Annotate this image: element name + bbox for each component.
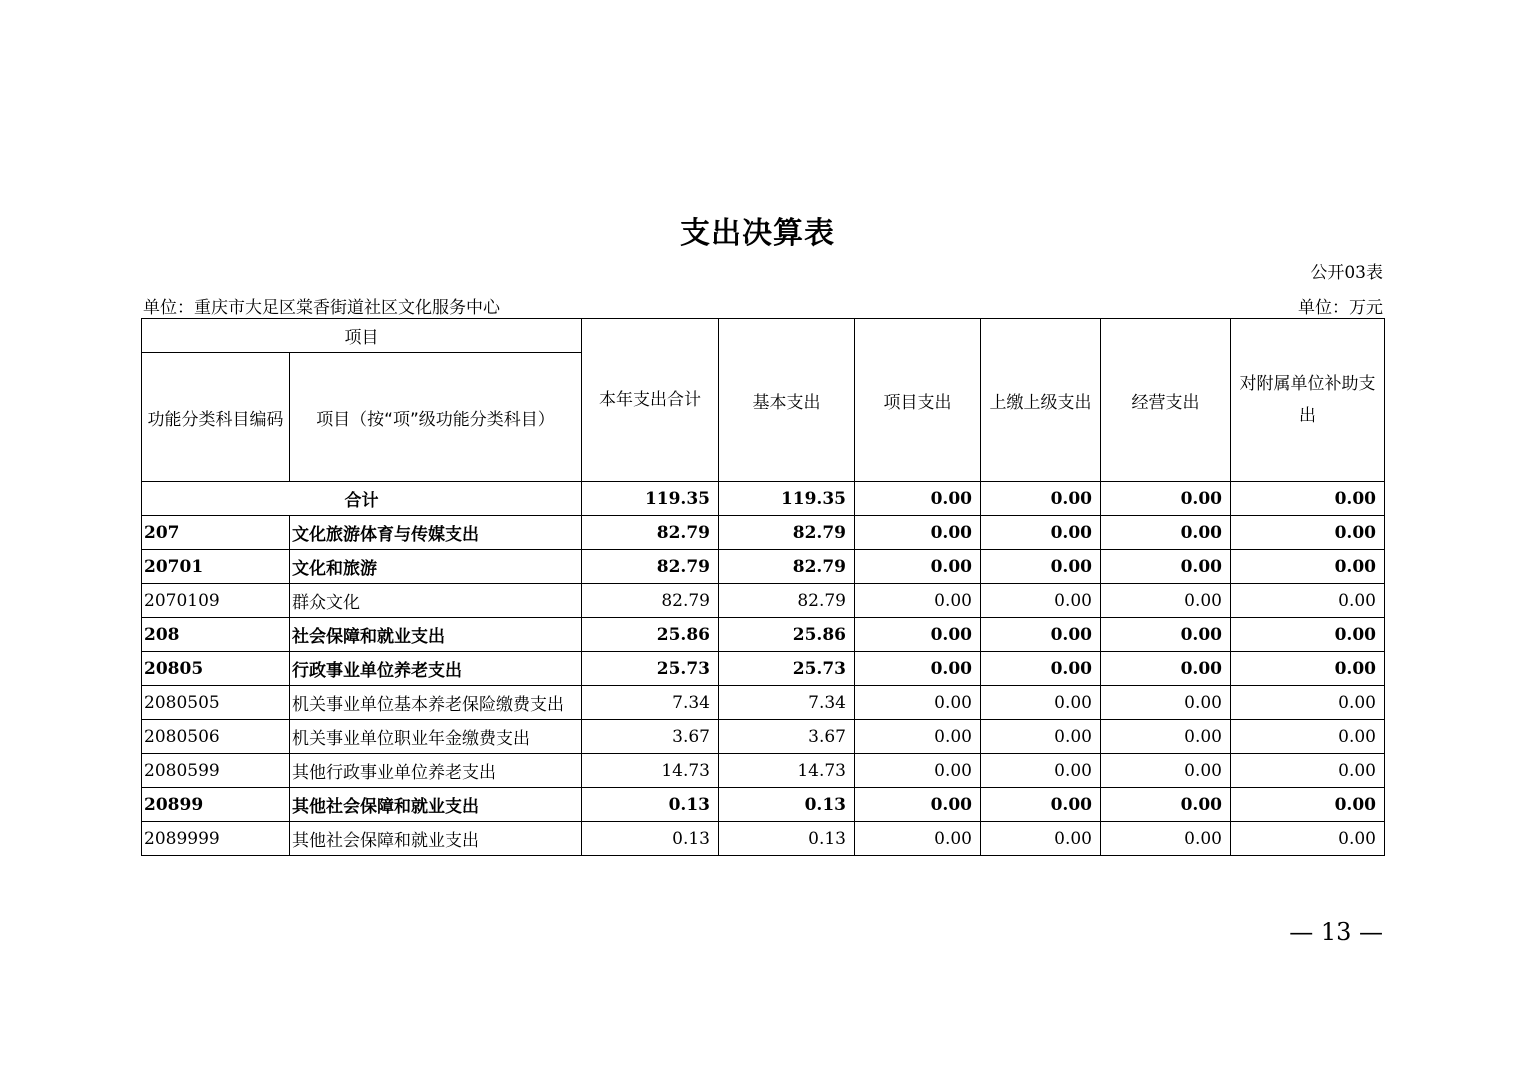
header-code: 功能分类科目编码 (142, 353, 290, 482)
name-cell: 机关事业单位职业年金缴费支出 (290, 720, 582, 754)
operating-cell: 0.00 (1101, 584, 1231, 618)
subsidy-cell: 0.00 (1231, 550, 1385, 584)
total-cell: 14.73 (582, 754, 719, 788)
code-cell: 2080505 (142, 686, 290, 720)
unit-currency: 单位：万元 (1298, 298, 1383, 318)
upper-cell: 0.00 (981, 584, 1101, 618)
header-name: 项目（按“项”级功能分类科目） (290, 353, 582, 482)
table-row (142, 822, 1385, 856)
total-cell: 25.73 (582, 652, 719, 686)
upper-cell: 0.00 (981, 618, 1101, 652)
upper-cell: 0.00 (981, 686, 1101, 720)
upper-cell: 0.00 (981, 822, 1101, 856)
total-cell: 82.79 (582, 584, 719, 618)
name-cell: 群众文化 (290, 584, 582, 618)
operating-cell: 0.00 (1101, 550, 1231, 584)
basic-cell: 25.86 (719, 618, 855, 652)
basic-cell: 0.13 (719, 822, 855, 856)
total-cell: 119.35 (582, 482, 719, 516)
name-cell: 机关事业单位基本养老保险缴费支出 (290, 686, 582, 720)
project-cell: 0.00 (855, 652, 981, 686)
subsidy-cell: 0.00 (1231, 686, 1385, 720)
header-operating: 经营支出 (1101, 319, 1231, 482)
expenditure-table (141, 318, 1385, 856)
total-cell: 0.13 (582, 822, 719, 856)
operating-cell: 0.00 (1101, 516, 1231, 550)
upper-cell: 0.00 (981, 550, 1101, 584)
table-row (142, 618, 1385, 652)
upper-cell: 0.00 (981, 754, 1101, 788)
table-row (142, 516, 1385, 550)
subsidy-cell: 0.00 (1231, 584, 1385, 618)
table-row (142, 720, 1385, 754)
subsidy-cell: 0.00 (1231, 720, 1385, 754)
operating-cell: 0.00 (1101, 720, 1231, 754)
name-cell: 其他社会保障和就业支出 (290, 822, 582, 856)
code-cell: 20701 (142, 550, 290, 584)
name-cell: 其他行政事业单位养老支出 (290, 754, 582, 788)
table-row-total (142, 482, 1385, 516)
header-total: 本年支出合计 (582, 319, 719, 482)
header-project: 项目支出 (855, 319, 981, 482)
table-row (142, 788, 1385, 822)
code-cell: 2070109 (142, 584, 290, 618)
table-row (142, 754, 1385, 788)
project-cell: 0.00 (855, 686, 981, 720)
code-cell: 2089999 (142, 822, 290, 856)
table-row (142, 686, 1385, 720)
code-cell: 2080599 (142, 754, 290, 788)
project-cell: 0.00 (855, 516, 981, 550)
subsidy-cell: 0.00 (1231, 788, 1385, 822)
basic-cell: 82.79 (719, 584, 855, 618)
subsidy-cell: 0.00 (1231, 754, 1385, 788)
header-subsidy: 对附属单位补助支出 (1231, 319, 1385, 482)
subsidy-cell: 0.00 (1231, 482, 1385, 516)
header-upper: 上缴上级支出 (981, 319, 1101, 482)
basic-cell: 7.34 (719, 686, 855, 720)
operating-cell: 0.00 (1101, 754, 1231, 788)
basic-cell: 0.13 (719, 788, 855, 822)
total-cell: 82.79 (582, 516, 719, 550)
basic-cell: 82.79 (719, 516, 855, 550)
total-label: 合计 (142, 482, 582, 516)
subsidy-cell: 0.00 (1231, 822, 1385, 856)
total-cell: 82.79 (582, 550, 719, 584)
code-cell: 20805 (142, 652, 290, 686)
project-cell: 0.00 (855, 720, 981, 754)
page-title: 支出决算表 (680, 216, 835, 251)
subsidy-cell: 0.00 (1231, 652, 1385, 686)
basic-cell: 25.73 (719, 652, 855, 686)
code-cell: 208 (142, 618, 290, 652)
table-row (142, 652, 1385, 686)
name-cell: 其他社会保障和就业支出 (290, 788, 582, 822)
code-cell: 20899 (142, 788, 290, 822)
name-cell: 行政事业单位养老支出 (290, 652, 582, 686)
project-cell: 0.00 (855, 754, 981, 788)
table-row (142, 584, 1385, 618)
project-cell: 0.00 (855, 550, 981, 584)
total-cell: 7.34 (582, 686, 719, 720)
name-cell: 文化和旅游 (290, 550, 582, 584)
project-cell: 0.00 (855, 618, 981, 652)
unit-organization: 单位：重庆市大足区棠香街道社区文化服务中心 (143, 298, 500, 318)
basic-cell: 82.79 (719, 550, 855, 584)
upper-cell: 0.00 (981, 652, 1101, 686)
basic-cell: 14.73 (719, 754, 855, 788)
form-number: 公开03表 (1310, 263, 1383, 283)
operating-cell: 0.00 (1101, 788, 1231, 822)
project-cell: 0.00 (855, 788, 981, 822)
code-cell: 207 (142, 516, 290, 550)
total-cell: 3.67 (582, 720, 719, 754)
basic-cell: 119.35 (719, 482, 855, 516)
code-cell: 2080506 (142, 720, 290, 754)
project-cell: 0.00 (855, 822, 981, 856)
subsidy-cell: 0.00 (1231, 516, 1385, 550)
project-cell: 0.00 (855, 482, 981, 516)
header-item: 项目 (142, 319, 582, 353)
upper-cell: 0.00 (981, 516, 1101, 550)
operating-cell: 0.00 (1101, 618, 1231, 652)
page-number: — 13 — (1289, 918, 1383, 946)
upper-cell: 0.00 (981, 788, 1101, 822)
table-row (142, 550, 1385, 584)
basic-cell: 3.67 (719, 720, 855, 754)
operating-cell: 0.00 (1101, 686, 1231, 720)
operating-cell: 0.00 (1101, 822, 1231, 856)
upper-cell: 0.00 (981, 482, 1101, 516)
subsidy-cell: 0.00 (1231, 618, 1385, 652)
name-cell: 文化旅游体育与传媒支出 (290, 516, 582, 550)
upper-cell: 0.00 (981, 720, 1101, 754)
name-cell: 社会保障和就业支出 (290, 618, 582, 652)
total-cell: 25.86 (582, 618, 719, 652)
operating-cell: 0.00 (1101, 482, 1231, 516)
operating-cell: 0.00 (1101, 652, 1231, 686)
total-cell: 0.13 (582, 788, 719, 822)
project-cell: 0.00 (855, 584, 981, 618)
header-basic: 基本支出 (719, 319, 855, 482)
